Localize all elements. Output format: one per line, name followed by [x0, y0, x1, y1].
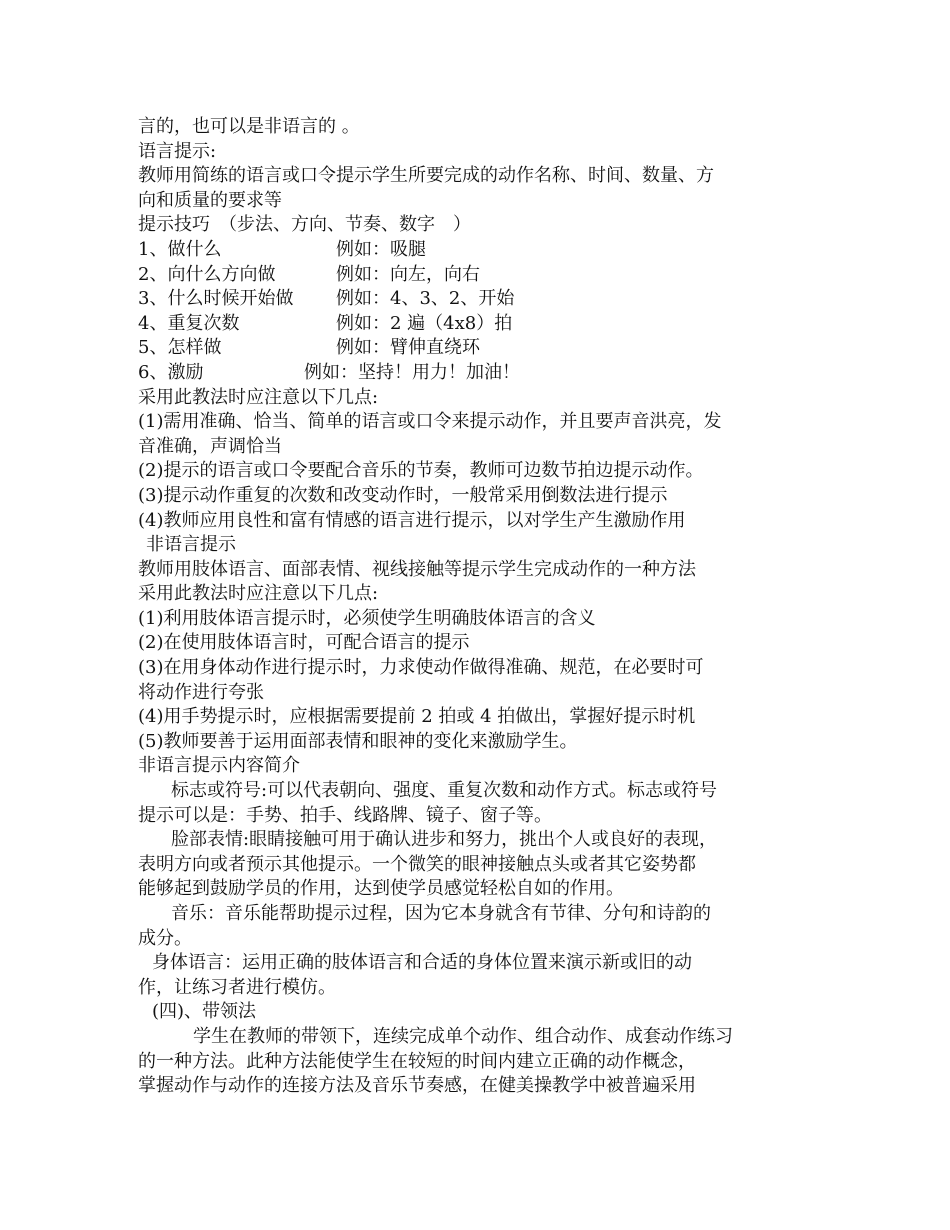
tip-example: 例如：吸腿 — [336, 238, 426, 260]
tip-item: 1、做什么 — [138, 238, 222, 260]
text-line: 向和质量的要求等 — [138, 189, 282, 211]
section-heading-verbal-cue: 语言提示: — [138, 140, 217, 162]
tip-row — [138, 263, 818, 288]
text-line: 音乐：音乐能帮助提示过程，因为它本身就含有节律、分句和诗韵的 — [171, 903, 711, 924]
tip-example: 例如：2 遍（4x8）拍 — [336, 312, 513, 334]
text-line: 教师用简练的语言或口令提示学生所要完成的动作名称、时间、数量、方 — [138, 165, 714, 187]
tip-example: 例如：4、3、2、开始 — [336, 288, 515, 310]
tip-item: 2、向什么方向做 — [138, 263, 276, 285]
tip-item: 3、什么时候开始做 — [138, 288, 294, 310]
text-line: 提示可以是：手势、拍手、线路牌、镜子、窗子等。 — [138, 804, 552, 826]
tip-row — [138, 287, 818, 312]
text-line: 成分。 — [138, 927, 192, 949]
text-line: (1)利用肢体语言提示时，必须使学生明确肢体语言的含义 — [138, 607, 596, 629]
text-line: (2)提示的语言或口令要配合音乐的节奏，教师可边数节拍边提示动作。 — [138, 460, 704, 482]
section-heading-leading-method: (四)、带领法 — [152, 1001, 257, 1023]
text-line: 作，让练习者进行模仿。 — [138, 976, 336, 998]
tip-item: 5、怎样做 — [138, 337, 222, 359]
tip-item: 6、激励 — [138, 361, 204, 383]
text-line: 的一种方法。此种方法能使学生在较短的时间内建立正确的动作概念， — [138, 1050, 696, 1072]
section-heading-nonverbal-cue: 非语言提示 — [146, 534, 236, 556]
tip-item: 4、重复次数 — [138, 312, 240, 334]
tip-example: 例如：坚持！用力！加油！ — [304, 361, 520, 383]
document-page — [138, 115, 818, 1099]
tips-heading: 提示技巧 （步法、方向、节奏、数字 ） — [138, 214, 471, 236]
tip-row — [138, 312, 818, 337]
text-line: (2)在使用肢体语言时，可配合语言的提示 — [138, 632, 470, 654]
text-line: 身体语言：运用正确的肢体语言和合适的身体位置来演示新或旧的动 — [152, 952, 692, 974]
tip-row — [138, 238, 818, 263]
text-line: 采用此教法时应注意以下几点: — [138, 583, 379, 605]
text-line: 表明方向或者预示其他提示。一个微笑的眼神接触点头或者其它姿势都 — [138, 853, 696, 875]
text-line: 掌握动作与动作的连接方法及音乐节奏感，在健美操教学中被普遍采用 — [138, 1075, 696, 1097]
text-line: 标志或符号:可以代表朝向、强度、重复次数和动作方式。标志或符号 — [171, 780, 718, 802]
text-line: 音准确，声调恰当 — [138, 435, 282, 457]
text-line: 能够起到鼓励学员的作用，达到使学员感觉轻松自如的作用。 — [138, 878, 624, 900]
text-line: 采用此教法时应注意以下几点: — [138, 386, 379, 408]
text-line: (5)教师要善于运用面部表情和眼神的变化来激励学生。 — [138, 730, 578, 752]
text-line: (1)需用准确、恰当、简单的语言或口令来提示动作，并且要声音洪亮，发 — [138, 411, 722, 433]
tip-row — [138, 336, 818, 361]
text-line: (4)教师应用良性和富有情感的语言进行提示，以对学生产生激励作用 — [138, 509, 686, 531]
tip-row — [138, 361, 818, 386]
text-line: 脸部表情:眼睛接触可用于确认进步和努力，挑出个人或良好的表现， — [171, 829, 718, 851]
text-line: 教师用肢体语言、面部表情、视线接触等提示学生完成动作的一种方法 — [138, 558, 696, 580]
text-line: 学生在教师的带领下，连续完成单个动作、组合动作、成套动作练习 — [193, 1025, 733, 1047]
tip-example: 例如：臂伸直绕环 — [336, 337, 480, 359]
text-line: (3)提示动作重复的次数和改变动作时，一般常采用倒数法进行提示 — [138, 484, 668, 506]
tip-example: 例如：向左，向右 — [336, 263, 480, 285]
text-line: 言的，也可以是非语言的 。 — [138, 116, 360, 137]
section-heading-nonverbal-content: 非语言提示内容简介 — [138, 755, 300, 777]
text-line: (3)在用身体动作进行提示时，力求使动作做得准确、规范，在必要时可 — [138, 657, 704, 679]
text-line: 将动作进行夸张 — [138, 681, 264, 703]
text-line: (4)用手势提示时，应根据需要提前 2 拍或 4 拍做出，掌握好提示时机 — [138, 706, 696, 728]
